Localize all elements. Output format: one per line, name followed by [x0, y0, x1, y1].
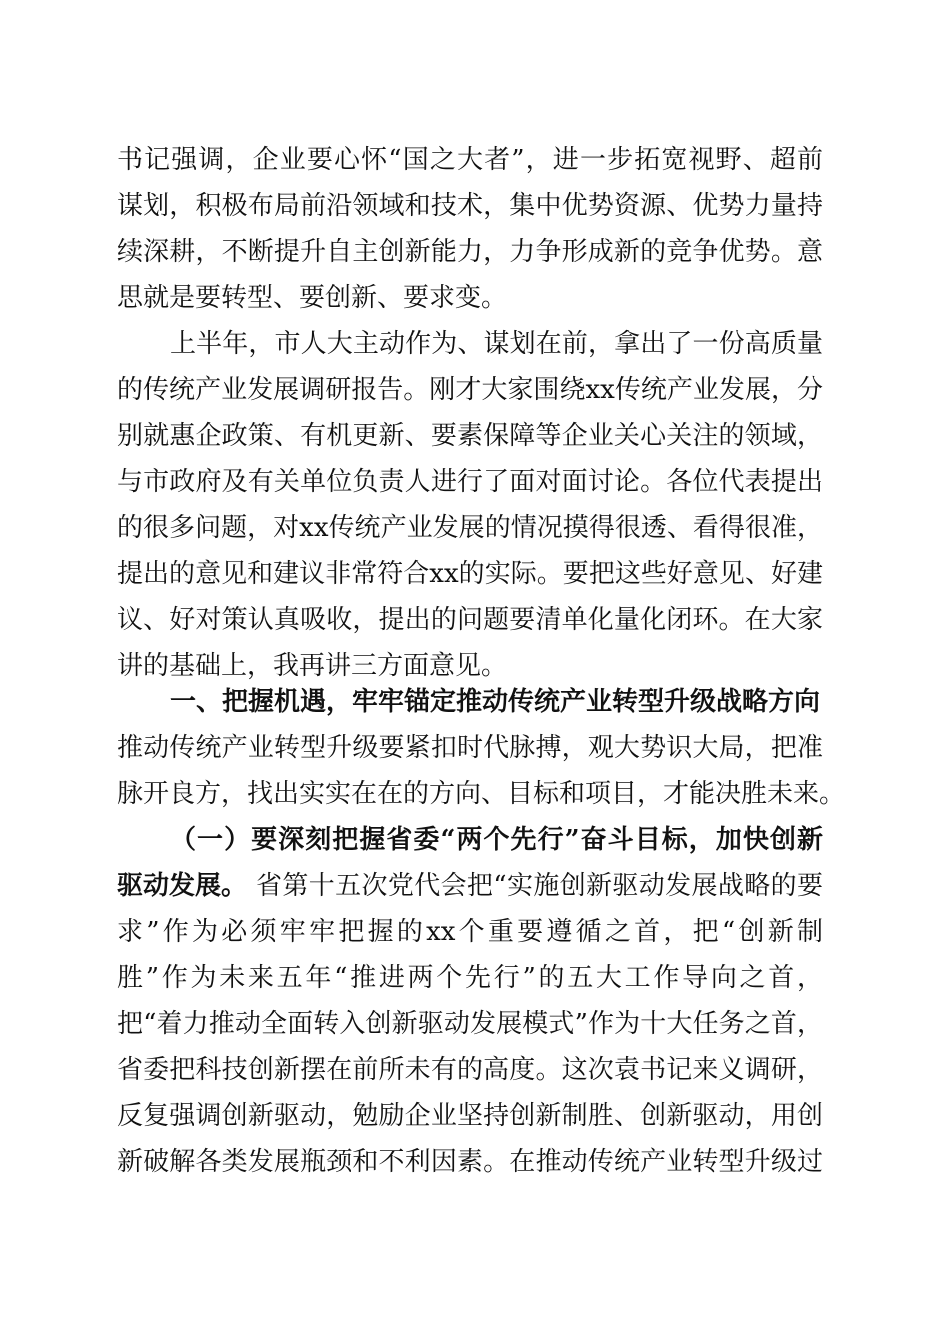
- text-line: 书记强调，企业要心怀“国之大者”，进一步拓宽视野、超前: [117, 145, 823, 175]
- text-line: 议、好对策认真吸收，提出的问题要清单化量化闭环。在大家: [117, 605, 823, 635]
- text-line: 提出的意见和建议非常符合xx的实际。要把这些好意见、好建: [117, 559, 823, 589]
- text-line: 讲的基础上，我再讲三方面意见。: [117, 651, 508, 681]
- text-line: 脉开良方，找出实实在在的方向、目标和项目，才能决胜未来。: [117, 779, 846, 809]
- text-line: 的很多问题，对xx传统产业发展的情况摸得很透、看得很准，: [117, 513, 823, 543]
- text-line: 思就是要转型、要创新、要求变。: [117, 283, 508, 313]
- paragraph-first-line: 上半年，市人大主动作为、谋划在前，拿出了一份高质量: [170, 329, 823, 359]
- text-line: 求”作为必须牢牢把握的xx个重要遵循之首，把“创新制: [117, 917, 823, 947]
- text-line: 省第十五次党代会把“实施创新驱动发展战略的要: [256, 871, 823, 901]
- subsection-heading-end: [117, 863, 257, 909]
- section-heading: 一、把握机遇，牢牢锚定推动传统产业转型升级战略方向: [170, 687, 821, 717]
- text-line: 把“着力推动全面转入创新驱动发展模式”作为十大任务之首，: [117, 1009, 823, 1039]
- text-line: 谋划，积极布局前沿领域和技术，集中优势资源、优势力量持: [117, 191, 823, 221]
- text-line: 推动传统产业转型升级要紧扣时代脉搏，观大势识大局，把准: [117, 733, 823, 763]
- subsection-heading: （一）要深刻把握省委“两个先行”奋斗目标，加快创新: [170, 825, 823, 855]
- subsection-heading-tail: 驱动发展。: [117, 871, 248, 901]
- text-line: 与市政府及有关单位负责人进行了面对面讨论。各位代表提出: [117, 467, 823, 497]
- text-line: 新破解各类发展瓶颈和不利因素。在推动传统产业转型升级过: [117, 1147, 823, 1177]
- text-line: 续深耕，不断提升自主创新能力，力争形成新的竞争优势。意: [117, 237, 823, 267]
- text-line: 反复强调创新驱动，勉励企业坚持创新制胜、创新驱动，用创: [117, 1101, 823, 1131]
- text-line: 的传统产业发展调研报告。刚才大家围绕xx传统产业发展，分: [117, 375, 823, 405]
- text-line: 省委把科技创新摆在前所未有的高度。这次袁书记来义调研，: [117, 1055, 823, 1085]
- text-line: 胜”作为未来五年“推进两个先行”的五大工作导向之首，: [117, 963, 823, 993]
- text-line: 别就惠企政策、有机更新、要素保障等企业关心关注的领域，: [117, 421, 823, 451]
